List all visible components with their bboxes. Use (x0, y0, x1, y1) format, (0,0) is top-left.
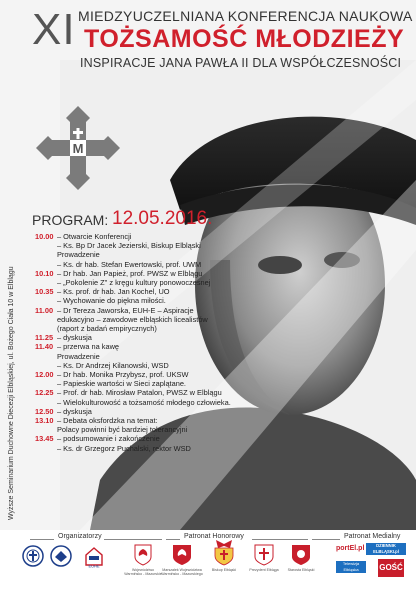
gosc-logo: GOŚĆ (378, 559, 404, 577)
venue-address (8, 240, 20, 520)
schedule-text: edukacyjno – zawodowe elbląskich licealistów (57, 314, 208, 324)
marshal-label: Marszałek Województwa Warmińsko - Mazurskiego (161, 568, 203, 577)
conference-type: MIEDZYUCZELNIANA KONFERENCJA NAUKOWA (78, 8, 413, 24)
portel-logo: portEl.pl (336, 545, 365, 552)
schedule-row (35, 416, 235, 425)
schedule-text: – „Pokolenie Z" z kręgu kultury ponowoczesnej (57, 278, 211, 288)
schedule-time: 12.00 (35, 370, 54, 380)
divider (252, 539, 308, 540)
conference-subtitle: INSPIRACJE JANA PAWŁA II DLA WSPÓŁCZESNOŚCI (80, 56, 402, 70)
schedule-time: 11.00 (35, 305, 54, 315)
schedule-row (35, 361, 235, 370)
schedule-text: – podsumowanie i zakończenie (57, 434, 160, 444)
divider (104, 539, 162, 540)
bishop-coat-of-arms-icon (210, 538, 238, 566)
schedule-text: – dyskusja (57, 333, 92, 343)
svg-text:M: M (72, 141, 84, 156)
voivodeship-label: Województwo Warmińsko - Mazurskie (124, 568, 162, 577)
schedule-row (35, 324, 235, 333)
program-date: 12.05.2016. (112, 208, 213, 229)
county-crest-icon (291, 544, 311, 566)
schedule-text: – przerwa na kawę (57, 342, 120, 352)
schedule-text: – Ks. Dr Andrzej Kilanowski, WSD (57, 360, 169, 370)
schedule-text: – Wielokulturowość a tożsamość młodego człowieka. (57, 397, 231, 407)
schedule-text: – dyskusja (57, 406, 92, 416)
president-label: Prezydent Elbląga (249, 568, 279, 572)
schedule-text: (raport z badań empirycznych) (57, 324, 157, 334)
schedule-text: – Papieskie wartości w Sieci zaplątane. (57, 379, 186, 389)
schedule-row (35, 278, 235, 287)
divider (166, 539, 180, 540)
dziennik-logo: DZIENNIK ELBLĄSKI.pl (366, 543, 406, 555)
schedule-row (35, 370, 235, 379)
schedule-time: 11.25 (35, 333, 54, 343)
schedule-time (35, 379, 57, 388)
schedule-text: Prowadzenie (57, 250, 100, 260)
schedule-time: 13.10 (35, 416, 54, 426)
schedule-time (35, 250, 57, 259)
schedule-time: 12.25 (35, 388, 54, 398)
starosta-label: Starosta Elbląski (287, 568, 315, 572)
schedule-time (35, 352, 57, 361)
elblag-city-crest-icon (254, 544, 274, 566)
schedule-text: Prowadzenie (57, 351, 100, 361)
conference-title: TOŻSAMOŚĆ MŁODZIEŻY (84, 25, 405, 53)
schedule-time (35, 241, 57, 250)
schedule-row (35, 388, 235, 397)
euhe-logo (82, 545, 106, 569)
schedule-time (35, 296, 57, 305)
marshal-shield-icon (172, 544, 192, 566)
schedule-text: – Ks. dr Grzegorz Puchalski, rektor WSD (57, 443, 191, 453)
schedule-time (35, 324, 57, 333)
schedule-time: 10.35 (35, 287, 54, 297)
schedule-text: – Ks. prof. dr hab. Jan Kochel, UO (57, 287, 170, 297)
schedule-row (35, 269, 235, 278)
schedule-row (35, 287, 235, 296)
schedule-text: – Dr Tereza Jaworska, EUH-E – Aspiracje (57, 305, 194, 315)
schedule-time (35, 444, 57, 453)
organizers-label: Organizatorzy (58, 533, 102, 540)
schedule-text: – Dr hab. Jan Papież, prof. PWSZ w Elblągu (57, 268, 203, 278)
schedule-time (35, 278, 57, 287)
euhe-logo-text: EUHE (88, 563, 100, 569)
schedule-text: – Otwarcie Konferencji (57, 232, 132, 241)
schedule-text: – Ks. Bp Dr Jacek Jezierski, Biskup Elbląski (57, 241, 201, 251)
schedule-row (35, 342, 235, 351)
schedule-text: – Dr hab. Monika Przybysz, prof. UKSW (57, 370, 189, 380)
schedule-time: 10.00 (35, 232, 54, 241)
schedule-text: – Ks. dr hab. Stefan Ewertowski, prof. UWM (57, 259, 202, 269)
tv-logo: Telewizja Elbląska (336, 561, 366, 573)
divider (30, 539, 54, 540)
schedule-row (35, 306, 235, 315)
venue-address-text: Wyższe Seminarium Duchowne Diecezji Elbląskiej, ul. Bożego Ciała 10 w Elblągu (8, 266, 15, 520)
schedule-row (35, 333, 235, 342)
schedule-time: 12.50 (35, 406, 54, 416)
schedule-row (35, 296, 235, 305)
schedule-row (35, 232, 235, 241)
cross-emblem-icon (30, 104, 126, 200)
divider (312, 539, 340, 540)
schedule-time: 11.40 (35, 342, 54, 352)
schedule-row (35, 260, 235, 269)
schedule-row (35, 407, 235, 416)
schedule-time (35, 260, 57, 269)
schedule-time: 13.45 (35, 434, 54, 444)
schedule-row (35, 434, 235, 443)
schedule-row (35, 379, 235, 388)
schedule-row (35, 250, 235, 259)
voivodeship-eagle-icon (134, 544, 152, 566)
schedule-time: 10.10 (35, 268, 54, 278)
schedule-time (35, 315, 57, 324)
roman-numeral: XI (32, 5, 76, 54)
schedule-row (35, 425, 235, 434)
schedule-row (35, 315, 235, 324)
schedule-row (35, 352, 235, 361)
schedule-text: – Wychowanie do piękna miłości. (57, 296, 166, 306)
patronage-label: Patronat Honorowy (184, 533, 244, 540)
schedule-text: Polacy powinni być bardziej tolerancyjni (57, 425, 188, 435)
program-label: PROGRAM: (32, 212, 109, 228)
schedule-row (35, 444, 235, 453)
bishop-label: Biskup Elbląski (211, 568, 237, 572)
schedule-list (35, 232, 235, 453)
schedule-row (35, 241, 235, 250)
schedule-time (35, 425, 57, 434)
schedule-time (35, 361, 57, 370)
seminary-seal-logo (22, 545, 44, 567)
media-label: Patronat Medialny (344, 533, 401, 540)
diocese-seal-logo (50, 545, 72, 567)
schedule-text: – Prof. dr hab. Mirosław Patalon, PWSZ w Elblągu (57, 388, 222, 398)
schedule-time (35, 398, 57, 407)
schedule-text: – Debata oksfordzka na temat: (57, 416, 158, 426)
schedule-row (35, 398, 235, 407)
